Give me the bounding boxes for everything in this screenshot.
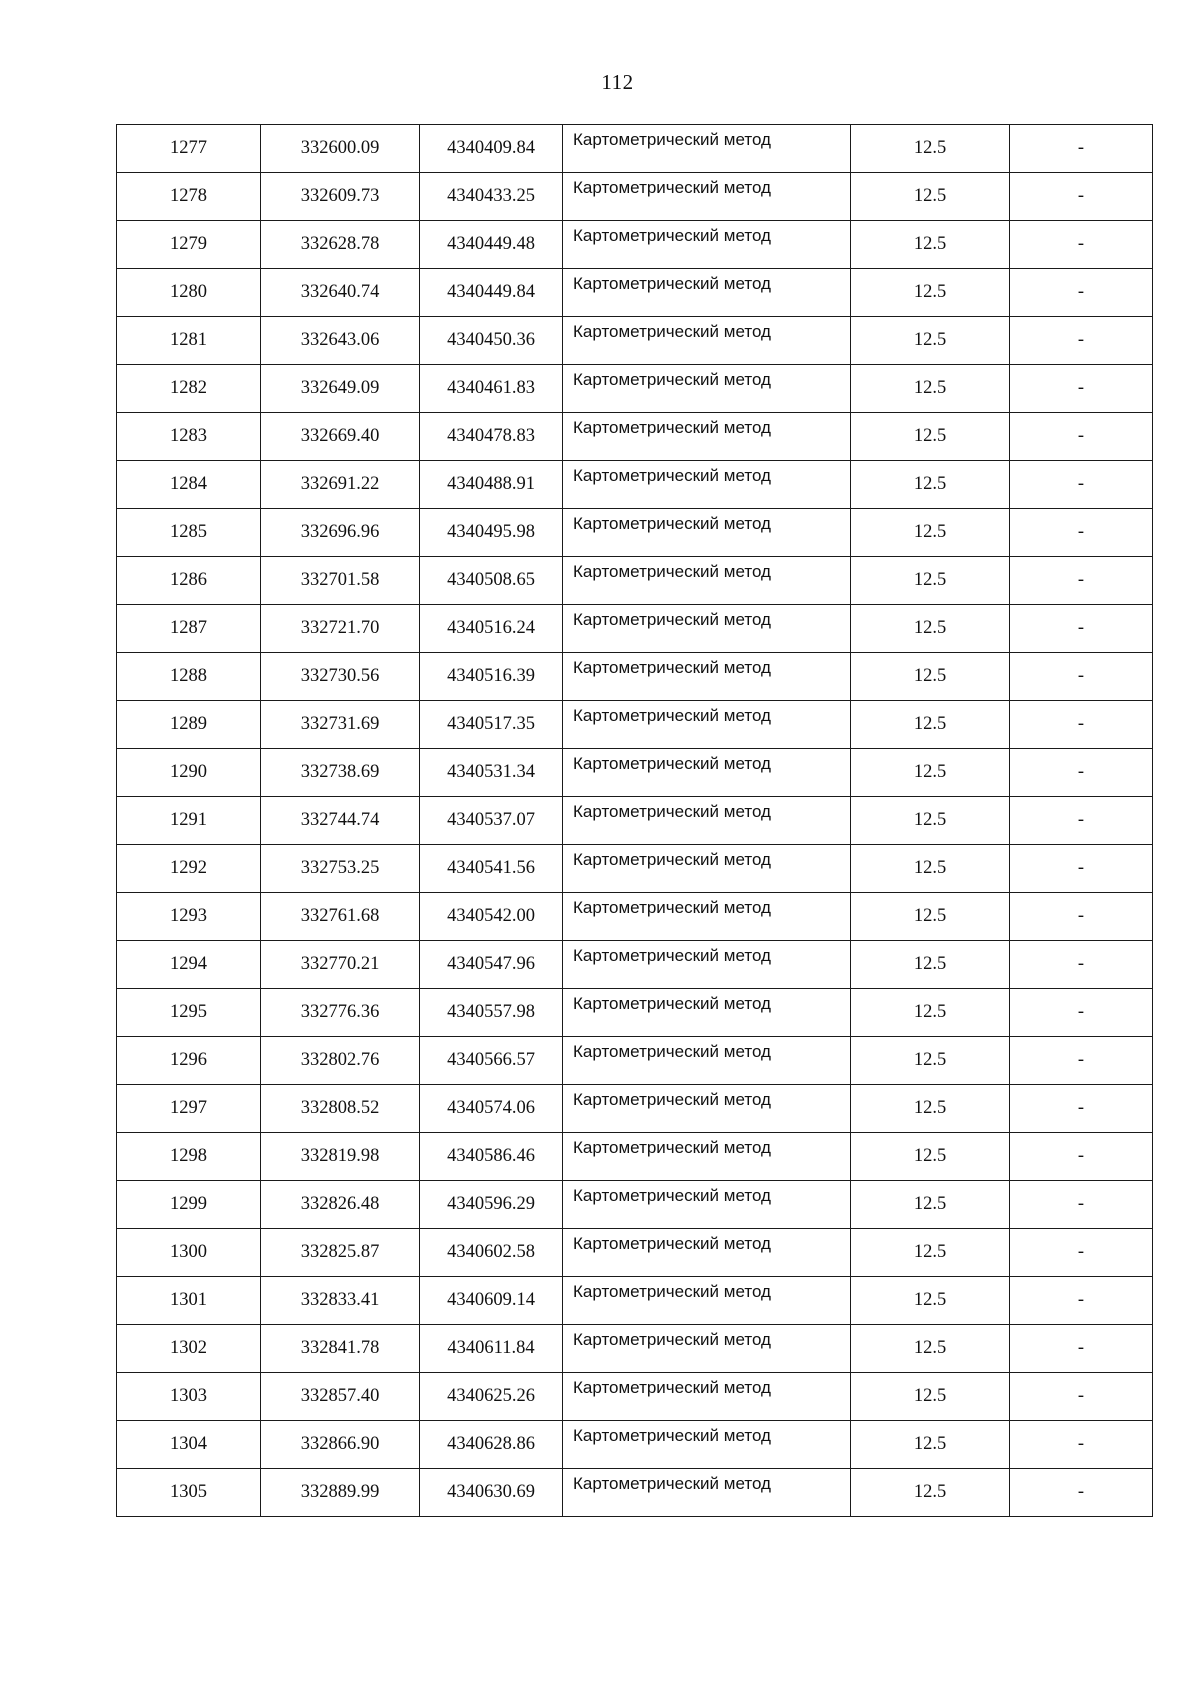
table-row xyxy=(117,701,1153,749)
method-cell: Картометрический метод xyxy=(563,605,851,653)
note-cell: - xyxy=(1010,1373,1153,1421)
page-number: 112 xyxy=(601,70,634,94)
note-cell: - xyxy=(1010,1133,1153,1181)
note-cell: - xyxy=(1010,797,1153,845)
method-cell: Картометрический метод xyxy=(563,1325,851,1373)
table-row xyxy=(117,653,1153,701)
x-coordinate-cell: 332730.56 xyxy=(261,653,420,701)
note-cell: - xyxy=(1010,1085,1153,1133)
point-number-cell: 1299 xyxy=(117,1181,261,1229)
table-row xyxy=(117,1181,1153,1229)
x-coordinate-cell: 332600.09 xyxy=(261,125,420,173)
y-coordinate-cell: 4340547.96 xyxy=(420,941,563,989)
y-coordinate-cell: 4340409.84 xyxy=(420,125,563,173)
y-coordinate-cell: 4340541.56 xyxy=(420,845,563,893)
accuracy-cell: 12.5 xyxy=(851,557,1010,605)
method-cell: Картометрический метод xyxy=(563,1133,851,1181)
y-coordinate-cell: 4340516.39 xyxy=(420,653,563,701)
coordinates-table xyxy=(116,124,1153,1517)
x-coordinate-cell: 332628.78 xyxy=(261,221,420,269)
x-coordinate-cell: 332761.68 xyxy=(261,893,420,941)
method-cell: Картометрический метод xyxy=(563,413,851,461)
note-cell: - xyxy=(1010,1229,1153,1277)
method-cell: Картометрический метод xyxy=(563,1181,851,1229)
table-row xyxy=(117,797,1153,845)
y-coordinate-cell: 4340461.83 xyxy=(420,365,563,413)
note-cell: - xyxy=(1010,461,1153,509)
point-number-cell: 1294 xyxy=(117,941,261,989)
x-coordinate-cell: 332857.40 xyxy=(261,1373,420,1421)
y-coordinate-cell: 4340609.14 xyxy=(420,1277,563,1325)
note-cell: - xyxy=(1010,845,1153,893)
method-cell: Картометрический метод xyxy=(563,845,851,893)
point-number-cell: 1297 xyxy=(117,1085,261,1133)
point-number-cell: 1283 xyxy=(117,413,261,461)
note-cell: - xyxy=(1010,653,1153,701)
x-coordinate-cell: 332721.70 xyxy=(261,605,420,653)
note-cell: - xyxy=(1010,1037,1153,1085)
x-coordinate-cell: 332776.36 xyxy=(261,989,420,1037)
method-cell: Картометрический метод xyxy=(563,557,851,605)
method-cell: Картометрический метод xyxy=(563,269,851,317)
table-row xyxy=(117,989,1153,1037)
accuracy-cell: 12.5 xyxy=(851,125,1010,173)
note-cell: - xyxy=(1010,125,1153,173)
point-number-cell: 1292 xyxy=(117,845,261,893)
x-coordinate-cell: 332802.76 xyxy=(261,1037,420,1085)
note-cell: - xyxy=(1010,317,1153,365)
table-row xyxy=(117,1229,1153,1277)
y-coordinate-cell: 4340574.06 xyxy=(420,1085,563,1133)
y-coordinate-cell: 4340508.65 xyxy=(420,557,563,605)
x-coordinate-cell: 332889.99 xyxy=(261,1469,420,1517)
y-coordinate-cell: 4340596.29 xyxy=(420,1181,563,1229)
table-row xyxy=(117,317,1153,365)
method-cell: Картометрический метод xyxy=(563,1037,851,1085)
accuracy-cell: 12.5 xyxy=(851,1421,1010,1469)
x-coordinate-cell: 332609.73 xyxy=(261,173,420,221)
note-cell: - xyxy=(1010,365,1153,413)
x-coordinate-cell: 332696.96 xyxy=(261,509,420,557)
y-coordinate-cell: 4340625.26 xyxy=(420,1373,563,1421)
accuracy-cell: 12.5 xyxy=(851,365,1010,413)
y-coordinate-cell: 4340628.86 xyxy=(420,1421,563,1469)
point-number-cell: 1289 xyxy=(117,701,261,749)
accuracy-cell: 12.5 xyxy=(851,461,1010,509)
accuracy-cell: 12.5 xyxy=(851,1229,1010,1277)
y-coordinate-cell: 4340531.34 xyxy=(420,749,563,797)
accuracy-cell: 12.5 xyxy=(851,1277,1010,1325)
point-number-cell: 1298 xyxy=(117,1133,261,1181)
y-coordinate-cell: 4340495.98 xyxy=(420,509,563,557)
x-coordinate-cell: 332808.52 xyxy=(261,1085,420,1133)
point-number-cell: 1303 xyxy=(117,1373,261,1421)
x-coordinate-cell: 332649.09 xyxy=(261,365,420,413)
method-cell: Картометрический метод xyxy=(563,1421,851,1469)
table-row xyxy=(117,413,1153,461)
method-cell: Картометрический метод xyxy=(563,797,851,845)
accuracy-cell: 12.5 xyxy=(851,221,1010,269)
table-row xyxy=(117,1325,1153,1373)
table-row xyxy=(117,1373,1153,1421)
note-cell: - xyxy=(1010,1277,1153,1325)
table-row xyxy=(117,1277,1153,1325)
y-coordinate-cell: 4340557.98 xyxy=(420,989,563,1037)
x-coordinate-cell: 332833.41 xyxy=(261,1277,420,1325)
point-number-cell: 1278 xyxy=(117,173,261,221)
method-cell: Картометрический метод xyxy=(563,173,851,221)
y-coordinate-cell: 4340611.84 xyxy=(420,1325,563,1373)
method-cell: Картометрический метод xyxy=(563,989,851,1037)
table-row xyxy=(117,125,1153,173)
point-number-cell: 1290 xyxy=(117,749,261,797)
point-number-cell: 1277 xyxy=(117,125,261,173)
point-number-cell: 1296 xyxy=(117,1037,261,1085)
accuracy-cell: 12.5 xyxy=(851,1133,1010,1181)
point-number-cell: 1291 xyxy=(117,797,261,845)
point-number-cell: 1302 xyxy=(117,1325,261,1373)
x-coordinate-cell: 332731.69 xyxy=(261,701,420,749)
y-coordinate-cell: 4340478.83 xyxy=(420,413,563,461)
y-coordinate-cell: 4340566.57 xyxy=(420,1037,563,1085)
accuracy-cell: 12.5 xyxy=(851,1037,1010,1085)
method-cell: Картометрический метод xyxy=(563,749,851,797)
accuracy-cell: 12.5 xyxy=(851,989,1010,1037)
table-row xyxy=(117,749,1153,797)
table-row xyxy=(117,509,1153,557)
x-coordinate-cell: 332643.06 xyxy=(261,317,420,365)
note-cell: - xyxy=(1010,173,1153,221)
method-cell: Картометрический метод xyxy=(563,653,851,701)
note-cell: - xyxy=(1010,413,1153,461)
y-coordinate-cell: 4340602.58 xyxy=(420,1229,563,1277)
table-row xyxy=(117,461,1153,509)
method-cell: Картометрический метод xyxy=(563,1085,851,1133)
y-coordinate-cell: 4340630.69 xyxy=(420,1469,563,1517)
point-number-cell: 1304 xyxy=(117,1421,261,1469)
point-number-cell: 1284 xyxy=(117,461,261,509)
x-coordinate-cell: 332866.90 xyxy=(261,1421,420,1469)
accuracy-cell: 12.5 xyxy=(851,413,1010,461)
method-cell: Картометрический метод xyxy=(563,509,851,557)
y-coordinate-cell: 4340517.35 xyxy=(420,701,563,749)
note-cell: - xyxy=(1010,1325,1153,1373)
method-cell: Картометрический метод xyxy=(563,941,851,989)
table-row xyxy=(117,893,1153,941)
method-cell: Картометрический метод xyxy=(563,461,851,509)
table-row xyxy=(117,605,1153,653)
note-cell: - xyxy=(1010,221,1153,269)
point-number-cell: 1286 xyxy=(117,557,261,605)
accuracy-cell: 12.5 xyxy=(851,653,1010,701)
point-number-cell: 1287 xyxy=(117,605,261,653)
accuracy-cell: 12.5 xyxy=(851,797,1010,845)
note-cell: - xyxy=(1010,701,1153,749)
note-cell: - xyxy=(1010,557,1153,605)
table-row xyxy=(117,173,1153,221)
accuracy-cell: 12.5 xyxy=(851,509,1010,557)
point-number-cell: 1295 xyxy=(117,989,261,1037)
accuracy-cell: 12.5 xyxy=(851,1325,1010,1373)
note-cell: - xyxy=(1010,749,1153,797)
accuracy-cell: 12.5 xyxy=(851,317,1010,365)
method-cell: Картометрический метод xyxy=(563,701,851,749)
method-cell: Картометрический метод xyxy=(563,1277,851,1325)
table-row xyxy=(117,1085,1153,1133)
note-cell: - xyxy=(1010,1469,1153,1517)
x-coordinate-cell: 332669.40 xyxy=(261,413,420,461)
point-number-cell: 1293 xyxy=(117,893,261,941)
point-number-cell: 1301 xyxy=(117,1277,261,1325)
accuracy-cell: 12.5 xyxy=(851,1373,1010,1421)
table-row xyxy=(117,941,1153,989)
point-number-cell: 1282 xyxy=(117,365,261,413)
x-coordinate-cell: 332819.98 xyxy=(261,1133,420,1181)
x-coordinate-cell: 332691.22 xyxy=(261,461,420,509)
x-coordinate-cell: 332753.25 xyxy=(261,845,420,893)
method-cell: Картометрический метод xyxy=(563,125,851,173)
method-cell: Картометрический метод xyxy=(563,893,851,941)
accuracy-cell: 12.5 xyxy=(851,701,1010,749)
point-number-cell: 1305 xyxy=(117,1469,261,1517)
accuracy-cell: 12.5 xyxy=(851,173,1010,221)
accuracy-cell: 12.5 xyxy=(851,269,1010,317)
x-coordinate-cell: 332738.69 xyxy=(261,749,420,797)
accuracy-cell: 12.5 xyxy=(851,941,1010,989)
accuracy-cell: 12.5 xyxy=(851,1469,1010,1517)
x-coordinate-cell: 332825.87 xyxy=(261,1229,420,1277)
accuracy-cell: 12.5 xyxy=(851,1085,1010,1133)
method-cell: Картометрический метод xyxy=(563,1373,851,1421)
method-cell: Картометрический метод xyxy=(563,1469,851,1517)
note-cell: - xyxy=(1010,893,1153,941)
point-number-cell: 1279 xyxy=(117,221,261,269)
table-row xyxy=(117,557,1153,605)
note-cell: - xyxy=(1010,509,1153,557)
x-coordinate-cell: 332841.78 xyxy=(261,1325,420,1373)
method-cell: Картометрический метод xyxy=(563,1229,851,1277)
point-number-cell: 1285 xyxy=(117,509,261,557)
y-coordinate-cell: 4340449.48 xyxy=(420,221,563,269)
y-coordinate-cell: 4340516.24 xyxy=(420,605,563,653)
y-coordinate-cell: 4340537.07 xyxy=(420,797,563,845)
table-row xyxy=(117,845,1153,893)
y-coordinate-cell: 4340433.25 xyxy=(420,173,563,221)
x-coordinate-cell: 332770.21 xyxy=(261,941,420,989)
method-cell: Картометрический метод xyxy=(563,365,851,413)
table-row xyxy=(117,1133,1153,1181)
note-cell: - xyxy=(1010,1181,1153,1229)
y-coordinate-cell: 4340586.46 xyxy=(420,1133,563,1181)
x-coordinate-cell: 332640.74 xyxy=(261,269,420,317)
table-row xyxy=(117,1469,1153,1517)
point-number-cell: 1288 xyxy=(117,653,261,701)
accuracy-cell: 12.5 xyxy=(851,845,1010,893)
point-number-cell: 1280 xyxy=(117,269,261,317)
table-row xyxy=(117,1037,1153,1085)
point-number-cell: 1300 xyxy=(117,1229,261,1277)
accuracy-cell: 12.5 xyxy=(851,1181,1010,1229)
y-coordinate-cell: 4340449.84 xyxy=(420,269,563,317)
coordinates-table-body xyxy=(117,125,1153,1517)
table-row xyxy=(117,269,1153,317)
table-row xyxy=(117,221,1153,269)
method-cell: Картометрический метод xyxy=(563,221,851,269)
y-coordinate-cell: 4340450.36 xyxy=(420,317,563,365)
x-coordinate-cell: 332744.74 xyxy=(261,797,420,845)
x-coordinate-cell: 332701.58 xyxy=(261,557,420,605)
note-cell: - xyxy=(1010,605,1153,653)
y-coordinate-cell: 4340542.00 xyxy=(420,893,563,941)
note-cell: - xyxy=(1010,989,1153,1037)
accuracy-cell: 12.5 xyxy=(851,749,1010,797)
y-coordinate-cell: 4340488.91 xyxy=(420,461,563,509)
note-cell: - xyxy=(1010,1421,1153,1469)
note-cell: - xyxy=(1010,269,1153,317)
method-cell: Картометрический метод xyxy=(563,317,851,365)
accuracy-cell: 12.5 xyxy=(851,893,1010,941)
point-number-cell: 1281 xyxy=(117,317,261,365)
accuracy-cell: 12.5 xyxy=(851,605,1010,653)
x-coordinate-cell: 332826.48 xyxy=(261,1181,420,1229)
table-row xyxy=(117,365,1153,413)
table-row xyxy=(117,1421,1153,1469)
note-cell: - xyxy=(1010,941,1153,989)
